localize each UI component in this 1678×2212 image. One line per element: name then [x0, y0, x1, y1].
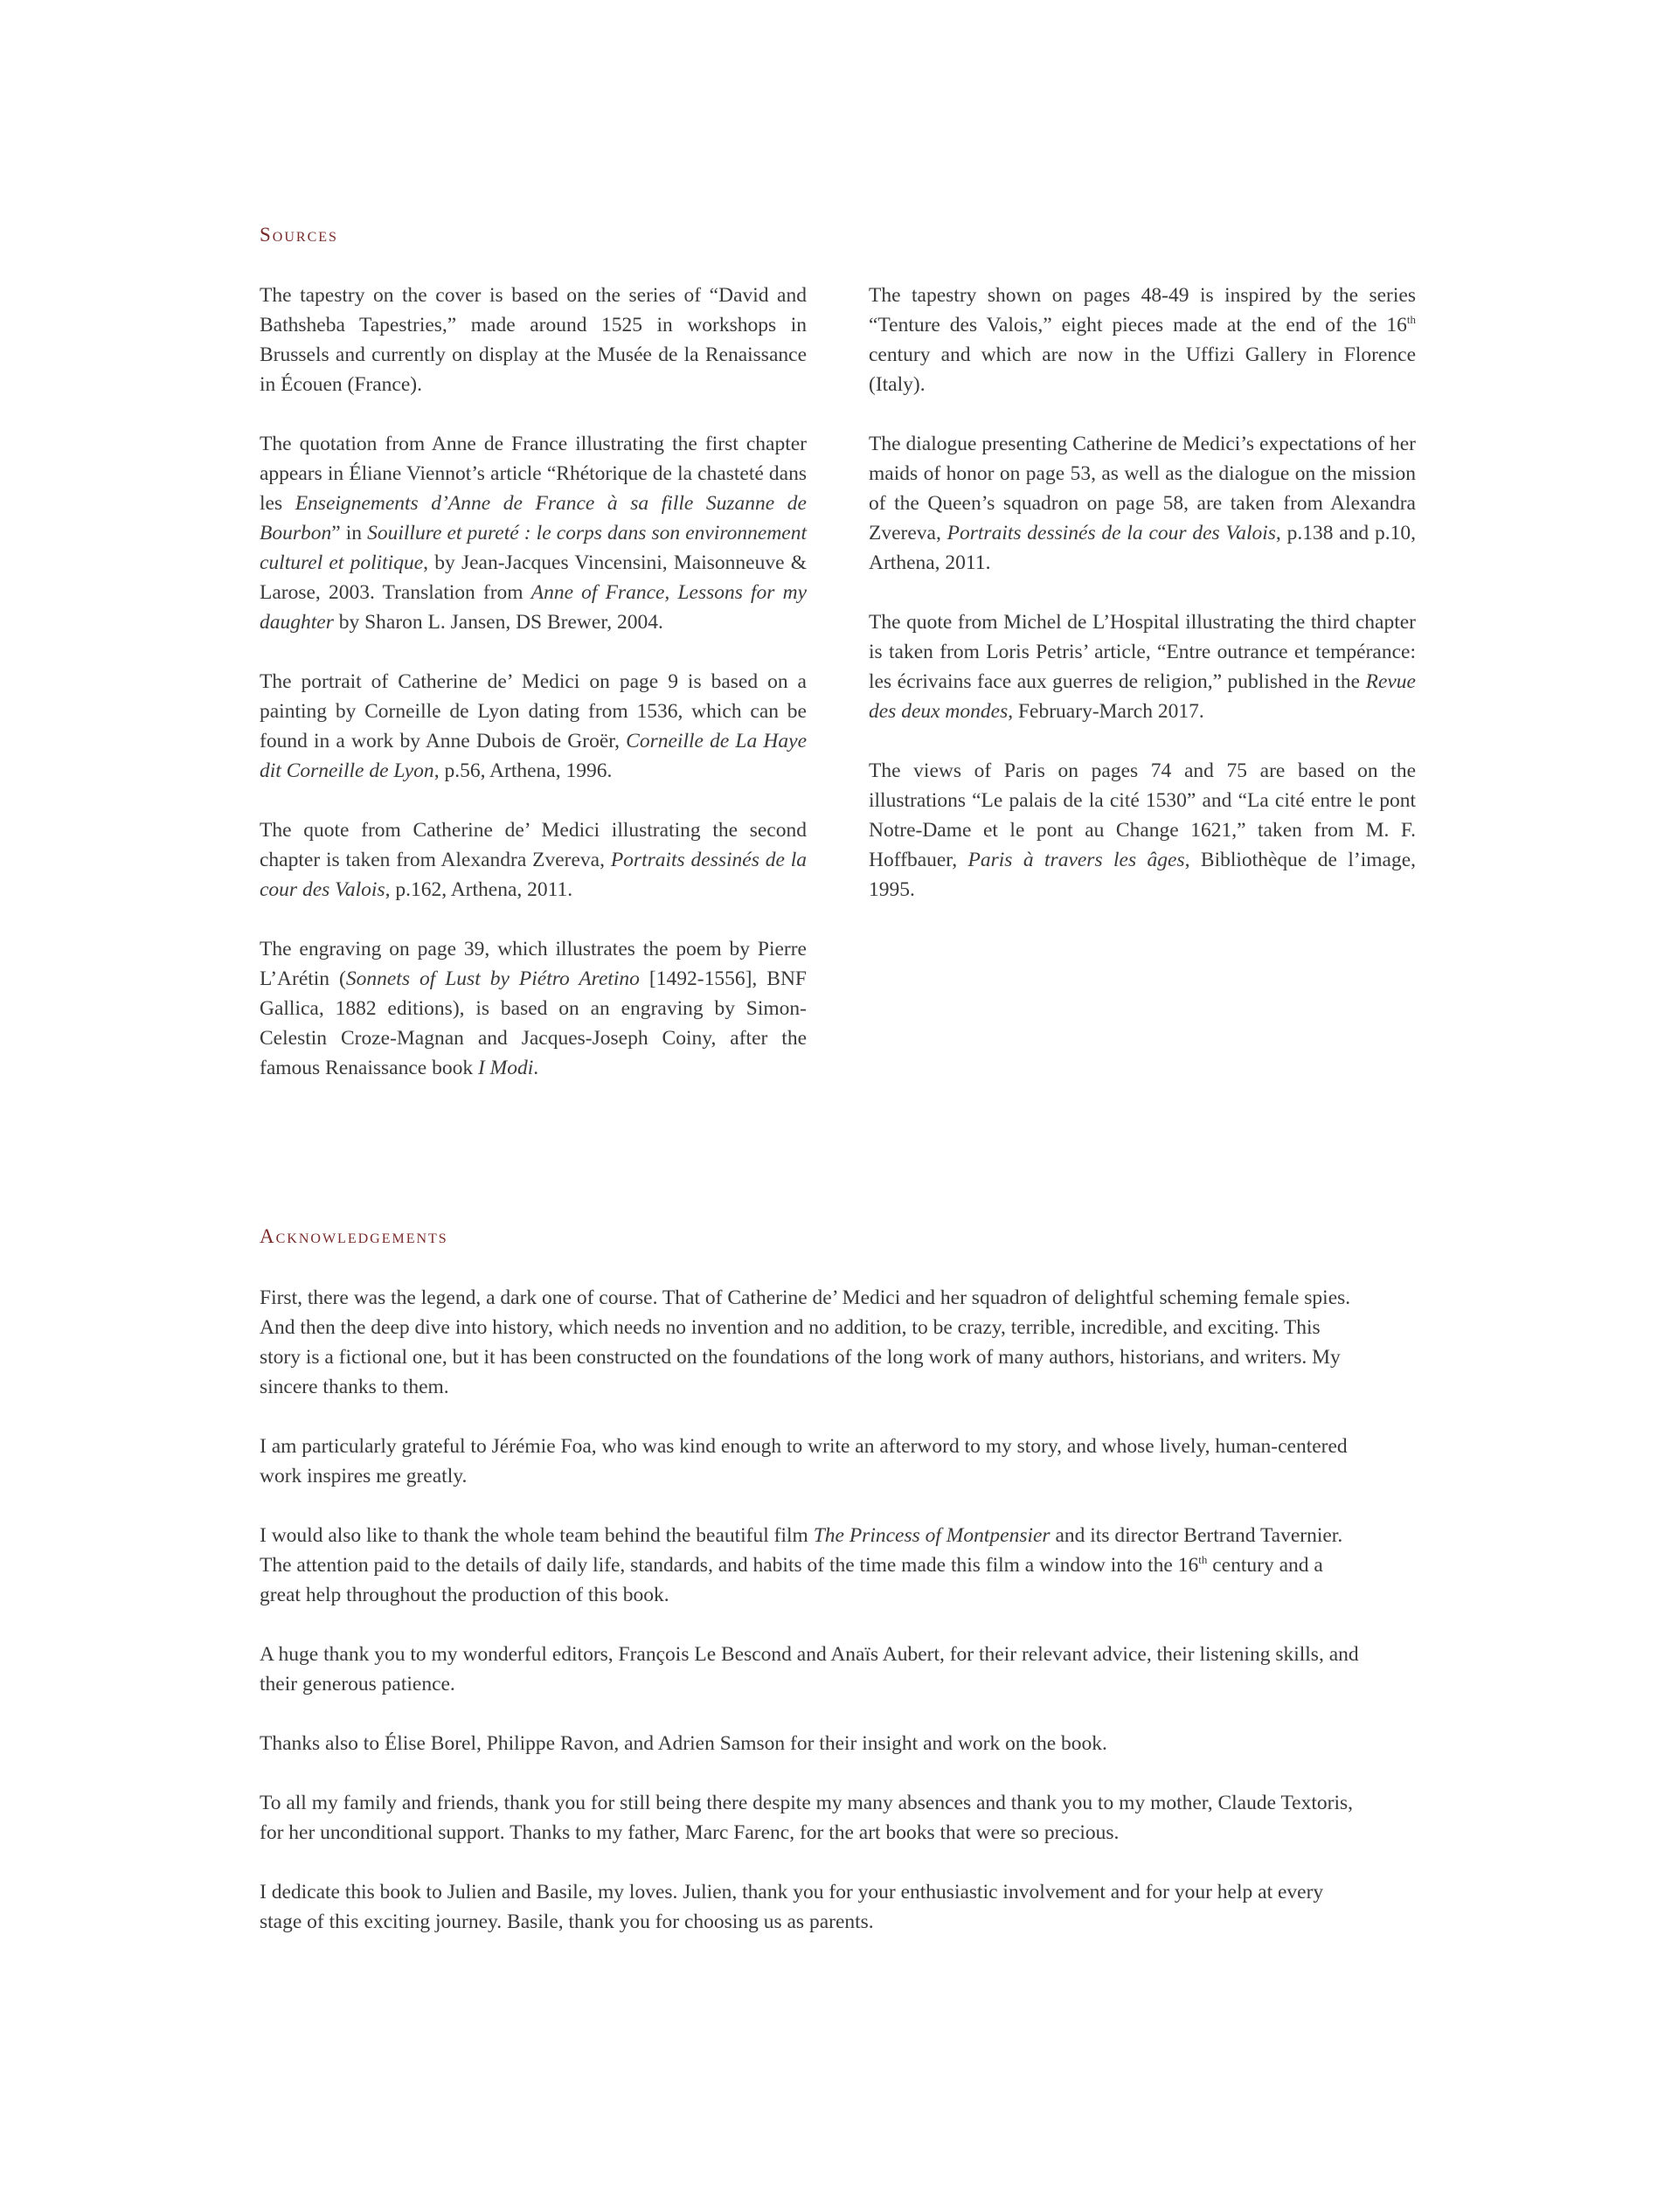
- acknowledgements-heading: Acknowledgements: [260, 1225, 448, 1247]
- source-second-chapter-quote: The quote from Catherine de’ Medici illustrating the second chapter is taken from Alexandra Zvereva, Portraits dessinés de la cour des Valois, p.162, Arthena, 2011.: [260, 819, 807, 901]
- ack-paragraph-dedication: I dedicate this book to Julien and Basile, my loves. Julien, thank you for your enthusiastic involvement and for your help at every stage of this exciting journey. Basile, thank you for choosing us as parents.: [260, 1881, 1324, 1933]
- sources-heading: Sources: [260, 224, 338, 246]
- source-third-chapter-quote: The quote from Michel de L’Hospital illustrating the third chapter is taken from Loris Petris’ article, “Entre outrance et tempérance: les écrivains face aux guerres de religion,” published in the Revue des deux mondes, February-March 2017.: [869, 611, 1416, 723]
- sources-left-column: [260, 281, 807, 1113]
- source-views-of-paris: The views of Paris on pages 74 and 75 are based on the illustrations “Le palais de la cité 1530” and “La cité entre le pont Notre-Dame et le pont au Change 1621,” taken from M. F. Hoffbauer, Paris à travers les âges, Bibliothèque de l’image, 1995.: [869, 759, 1416, 901]
- source-engraving-page-39: The engraving on page 39, which illustrates the poem by Pierre L’Arétin (Sonnets of Lust by Piétro Aretino [1492-1556], BNF Gallica, 1882 editions), is based on an engraving by Simon-Celestin Croze-Magnan and Jacques-Joseph Coiny, after the famous Renaissance book I Modi.: [260, 938, 807, 1079]
- source-anne-de-france-quote: The quotation from Anne de France illustrating the first chapter appears in Éliane Viennot’s article “Rhétorique de la chasteté dans les Enseignements d’Anne de France à sa fille Suzanne de Bourbon” in Souillure et pureté : le corps dans son environnement culturel et politique, by Jean-Jacques Vincensini, Maisonneuve & Larose, 2003. Translation from Anne of France, Lessons for my daughter by Sharon L. Jansen, DS Brewer, 2004.: [260, 433, 808, 634]
- source-catherine-portrait: The portrait of Catherine de’ Medici on page 9 is based on a painting by Corneille de Lyon dating from 1536, which can be found in a work by Anne Dubois de Groër, Corneille de La Haye dit Corneille de Lyon, p.56, Arthena, 1996.: [260, 670, 807, 782]
- ack-paragraph-legend: First, there was the legend, a dark one of course. That of Catherine de’ Medici and her squadron of delightful scheming female spies. And then the deep dive into history, which needs no invention and no addition, to be crazy, terrible, incredible, and exciting. This story is a fictional one, but it has been constructed on the foundations of the long work of many authors, historians, and writers. My sincere thanks to them.: [260, 1286, 1351, 1398]
- ack-paragraph-editors: A huge thank you to my wonderful editors, François Le Bescond and Anaïs Aubert, for their relevant advice, their listening skills, and their generous patience.: [260, 1643, 1359, 1695]
- acknowledgements-body: [260, 1283, 1361, 1966]
- source-maids-of-honor-dialogue: The dialogue presenting Catherine de Medici’s expectations of her maids of honor on page 53, as well as the dialogue on the mission of the Queen’s squadron on page 58, are taken from Alexandra Zvereva, Portraits dessinés de la cour des Valois, p.138 and p.10, Arthena, 2011.: [869, 433, 1416, 574]
- ack-paragraph-afterword: I am particularly grateful to Jérémie Foa, who was kind enough to write an afterword to my story, and whose lively, human-centered work inspires me greatly.: [260, 1435, 1348, 1487]
- ack-paragraph-team: Thanks also to Élise Borel, Philippe Ravon, and Adrien Samson for their insight and work on the book.: [260, 1732, 1107, 1755]
- source-cover-tapestry: The tapestry on the cover is based on the series of “David and Bathsheba Tapestries,” made around 1525 in workshops in Brussels and currently on display at the Musée de la Renaissance in Écouen (France).: [260, 284, 807, 396]
- sources-right-column: [869, 281, 1416, 934]
- source-valois-tapestry: The tapestry shown on pages 48-49 is inspired by the series “Tenture des Valois,” eight pieces made at the end of the 16th century and which are now in the Uffizi Gallery in Florence (Italy).: [869, 284, 1416, 396]
- ack-paragraph-film: I would also like to thank the whole team behind the beautiful film The Princess of Montpensier and its director Bertrand Tavernier. The attention paid to the details of daily life, standards, and habits of the time made this film a window into the 16th century and a great help throughout the production of this book.: [260, 1524, 1343, 1606]
- ack-paragraph-family: To all my family and friends, thank you for still being there despite my many absences and thank you to my mother, Claude Textoris, for her unconditional support. Thanks to my father, Marc Farenc, for the art books that were so precious.: [260, 1792, 1354, 1844]
